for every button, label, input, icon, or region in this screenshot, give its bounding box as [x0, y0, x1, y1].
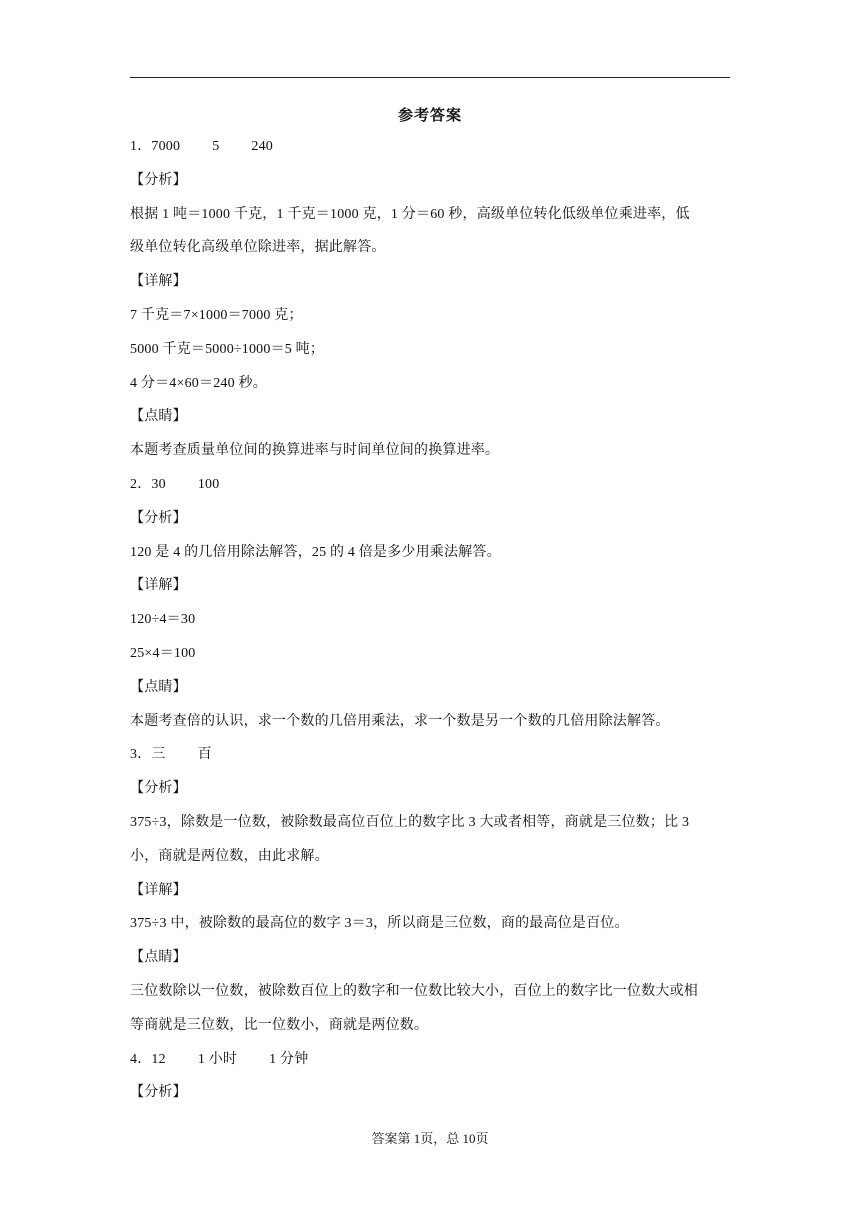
- q1-step-1: 7 千克＝7×1000＝7000 克；: [130, 307, 303, 323]
- answer-content: [130, 130, 730, 1110]
- q3-step-1: 375÷3 中，被除数的最高位的数字 3＝3，所以商是三位数，商的最高位是百位。: [130, 916, 629, 932]
- q1-answer-2: 5: [212, 139, 220, 154]
- header-rule: [130, 77, 730, 78]
- q2-analysis-text: 120 是 4 的几倍用除法解答，25 的 4 倍是多少用乘法解答。: [130, 544, 501, 560]
- q4-answer-2: 1 小时: [197, 1051, 238, 1067]
- q2-answer-2: 100: [197, 476, 220, 492]
- q1-comment-text: 本题考查质量单位间的换算进率与时间单位间的换算进率。: [130, 443, 500, 459]
- q2-answer-line: [130, 468, 730, 502]
- q1-answer-3: 240: [251, 139, 274, 154]
- q3-comment-heading: 【点睛】: [130, 950, 187, 966]
- q3-detail-heading: 【详解】: [130, 882, 187, 898]
- q2-step-1: 120÷4＝30: [130, 612, 196, 628]
- q3-answer-2: 百: [197, 747, 212, 763]
- q2-comment-heading: 【点睛】: [130, 679, 187, 695]
- q4-answer-3: 1 分钟: [269, 1051, 309, 1067]
- q3-comment-text-2: 等商就是三位数，比一位数小，商就是两位数。: [130, 1017, 429, 1033]
- q4-analysis-heading: 【分析】: [130, 1085, 187, 1101]
- q2-detail-heading: 【详解】: [130, 578, 187, 594]
- q1-step-2: 5000 千克＝5000÷1000＝5 吨；: [130, 341, 325, 357]
- q3-answer-1: 3．三: [130, 747, 166, 763]
- q3-analysis-text-2: 小，商就是两位数，由此求解。: [130, 848, 329, 864]
- page-title: 参考答案: [397, 108, 462, 124]
- q4-answer-1: 4．12: [130, 1051, 166, 1067]
- q2-comment-text: 本题考查倍的认识，求一个数的几倍用乘法，求一个数是另一个数的几倍用除法解答。: [130, 713, 670, 729]
- q3-answer-line: [130, 738, 730, 772]
- q2-step-2: 25×4＝100: [130, 645, 196, 661]
- q2-analysis-heading: 【分析】: [130, 510, 187, 526]
- q2-answer-1: 2．30: [130, 476, 166, 492]
- q1-answer-line: [130, 130, 730, 164]
- q1-detail-heading: 【详解】: [130, 274, 187, 290]
- q1-answer-1: 1．7000: [130, 139, 181, 154]
- q3-comment-text-1: 三位数除以一位数，被除数百位上的数字和一位数比较大小，百位上的数字比一位数大或相: [130, 983, 698, 999]
- q1-step-3: 4 分＝4×60＝240 秒。: [130, 375, 267, 391]
- q1-analysis-text-2: 级单位转化高级单位除进率，据此解答。: [130, 240, 386, 256]
- q1-comment-heading: 【点睛】: [130, 409, 187, 425]
- q4-answer-line: [130, 1043, 730, 1077]
- page-footer: 答案第 1页，总 10页: [371, 1131, 489, 1146]
- q1-analysis-text-1: 根据 1 吨＝1000 千克，1 千克＝1000 克，1 分＝60 秒，高级单位转化低级单位乘进率，低: [130, 206, 690, 222]
- q3-analysis-heading: 【分析】: [130, 781, 187, 797]
- q3-analysis-text-1: 375÷3，除数是一位数，被除数最高位百位上的数字比 3 大或者相等，商就是三位数；比 3: [130, 814, 690, 830]
- q1-analysis-heading: 【分析】: [130, 172, 187, 188]
